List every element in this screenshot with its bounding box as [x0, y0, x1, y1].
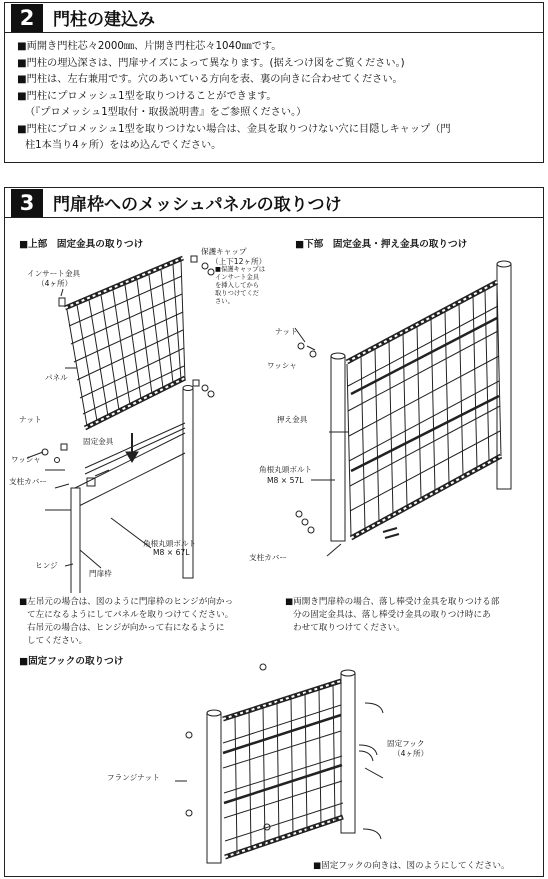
cap-note: ■保護キャップは インサート金具 を挿入してから 取りつけてくだ さい。: [215, 266, 266, 305]
hook-heading: ■固定フックの取りつけ: [19, 656, 124, 667]
washer-label: ワッシャ: [11, 455, 41, 464]
bracket-label: 固定金具: [83, 437, 114, 446]
lower-cover-label: 支柱カバー: [249, 553, 287, 562]
bolt-size: M8 × 67L: [153, 548, 190, 557]
insert-label: インサート金具: [27, 269, 81, 278]
hinge-label: ヒンジ: [35, 561, 58, 570]
section-3-panel: [4, 187, 544, 877]
note-line: ■門柱にプロメッシュ1型を取りつけることができます。: [17, 90, 277, 102]
section-2-panel: [4, 2, 544, 163]
note-line: 右吊元の場合は、ヒンジが向かって右になるように: [27, 623, 225, 633]
cover-label: 支柱カバー: [9, 477, 47, 486]
note-line: してください。: [27, 636, 88, 646]
frame-label: 門扉枠: [89, 569, 112, 578]
nut-label: ナット: [19, 415, 42, 424]
note-line: 分の固定金具は、落し棒受け金具の取りつけ時にあ: [293, 610, 491, 620]
panel-label: パネル: [45, 373, 68, 382]
note-line: ■門柱にプロメッシュ1型を取りつけない場合は、金具を取りつけない穴に目隠しキャップ（門: [17, 123, 451, 135]
lower-heading: ■下部 固定金具・押え金具の取りつけ: [295, 239, 468, 250]
note-line: ■両開き門柱芯々2000㎜、片開き門柱芯々1040㎜です。: [17, 41, 282, 52]
double-gate-note: [285, 596, 541, 635]
hook-count: （4ヶ所）: [393, 749, 429, 758]
note-line: ■門柱は、左右兼用です。穴のあいている方向を表、裏の向きに合わせてください。: [17, 74, 403, 85]
section-2-notes: [5, 33, 543, 155]
bolt-label: 角根丸頭ボルト: [143, 539, 197, 548]
hook-diagram: [155, 653, 415, 873]
lower-nut-label: ナット: [275, 327, 298, 336]
left-hanging-note: [19, 596, 281, 648]
lower-bolt-size: M8 × 57L: [267, 476, 304, 485]
note-line: ■両開き門扉枠の場合、落し棒受け金具を取りつける部: [285, 597, 500, 607]
insert-count: （4ヶ所）: [37, 279, 73, 288]
section-2-header: [5, 3, 543, 33]
flange-nut-label: フランジナット: [107, 773, 160, 782]
cap-label: 保護キャップ: [201, 247, 247, 256]
hook-footer-note: ■固定フックの向きは、図のようにしてください。: [313, 861, 510, 871]
lower-washer-label: ワッシャ: [267, 361, 297, 370]
section-3-number: 3: [11, 189, 43, 217]
note-line: わせて取りつけてください。: [293, 623, 405, 633]
note-line: （『プロメッシュ1型取付・取扱説明書』をご参照ください。）: [25, 107, 307, 118]
hook-label: 固定フック: [387, 739, 425, 748]
cap-count: （上下12ヶ所）: [211, 257, 267, 266]
note-line: ■左吊元の場合は、図のように門扉枠のヒンジが向かっ: [19, 597, 234, 607]
upper-heading: ■上部 固定金具の取りつけ: [19, 239, 144, 250]
section-2-number: 2: [11, 4, 43, 32]
section-2-title: 門柱の建込み: [53, 10, 155, 30]
lower-press-label: 押え金具: [277, 415, 308, 424]
note-line: て左になるようにしてパネルを取りつけてください。: [27, 610, 234, 620]
lower-bolt-label: 角根丸頭ボルト: [259, 465, 313, 474]
section-3-header: [5, 188, 543, 218]
note-line: ■門柱の埋込深さは、門扉サイズによって異なります。(据えつけ図をご覧ください。): [17, 57, 405, 69]
note-line: 柱1本当り4ヶ所）をはめ込んでください。: [25, 140, 222, 151]
section-3-title: 門扉枠へのメッシュパネルの取りつけ: [53, 195, 342, 215]
